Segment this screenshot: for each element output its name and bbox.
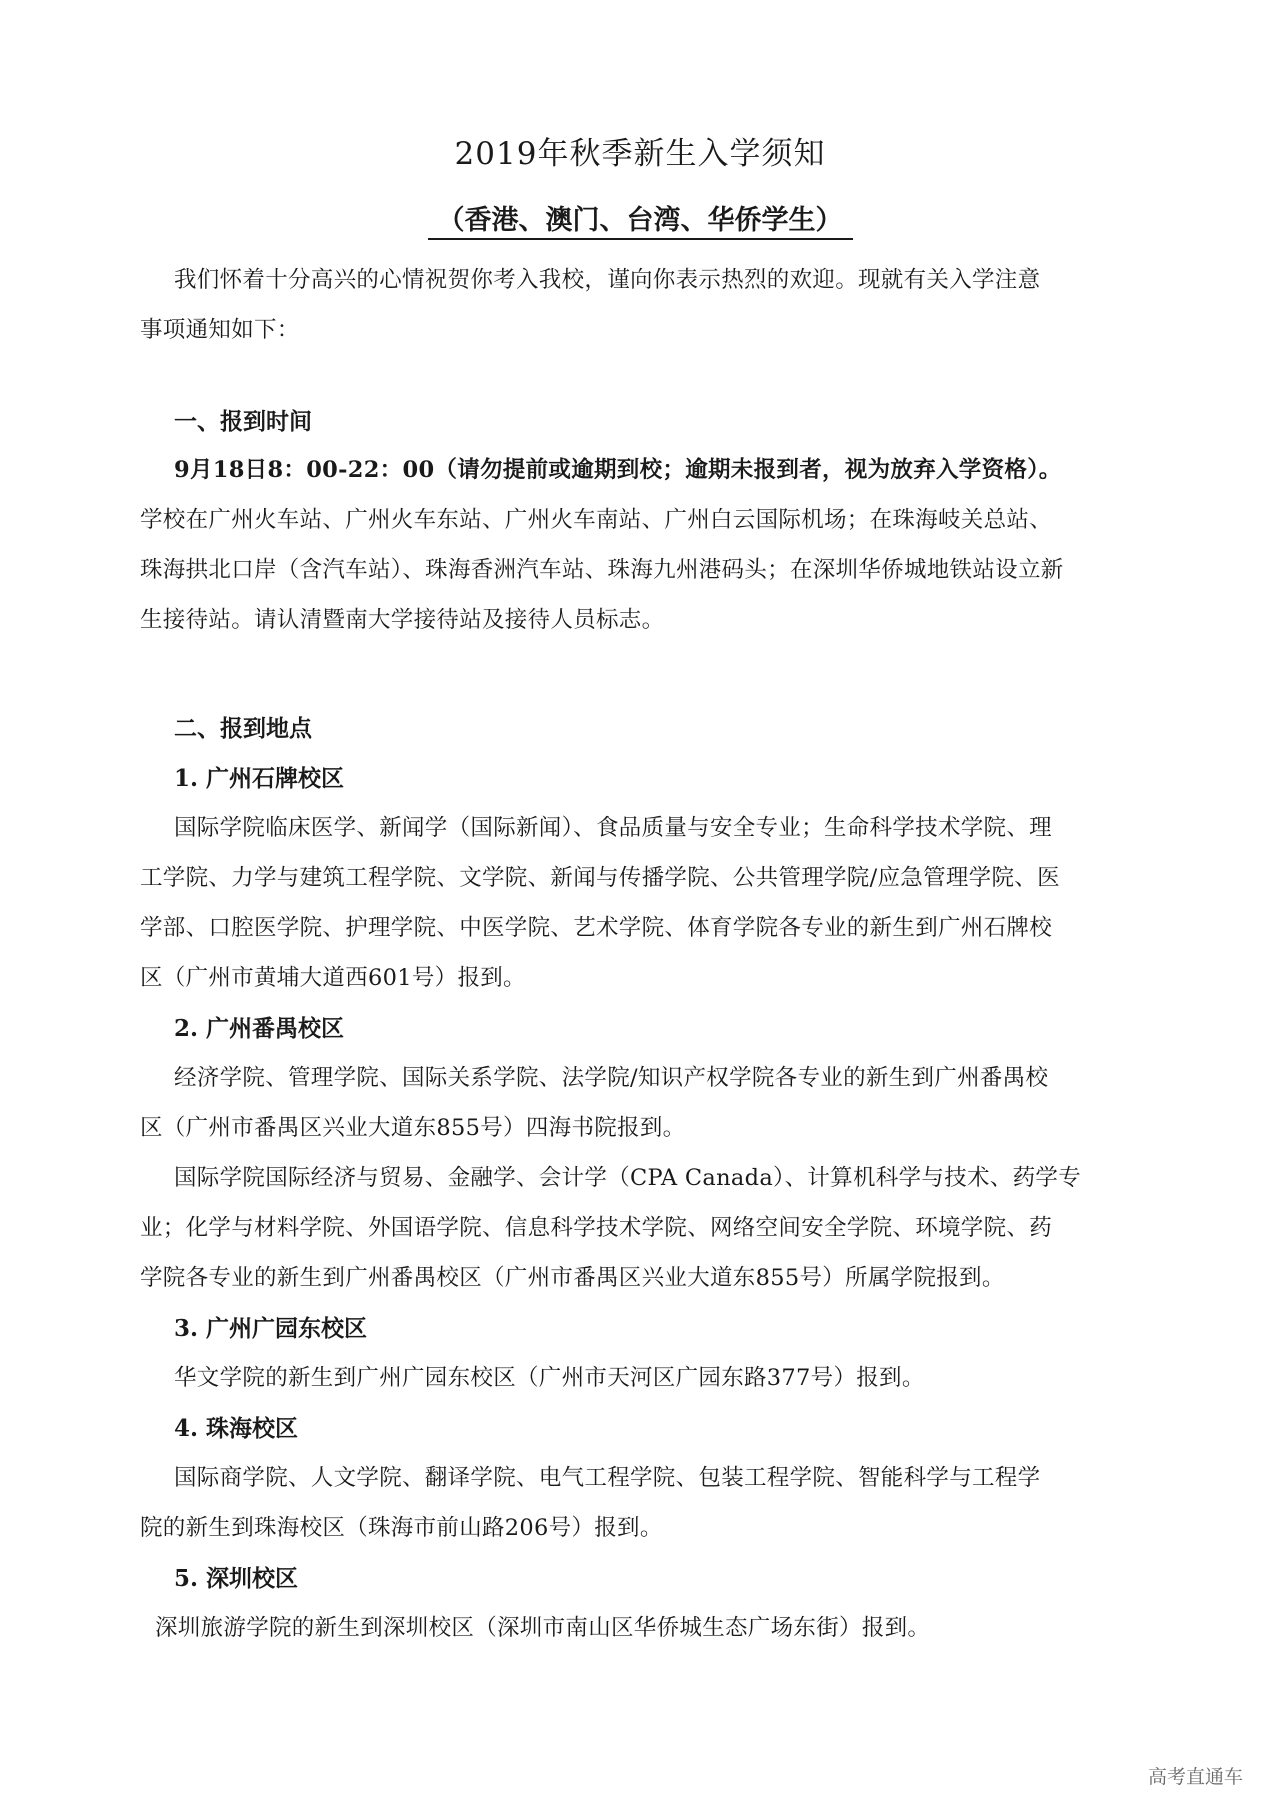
section1-line: 珠海拱北口岸（含汽车站）、珠海香洲汽车站、珠海九州港码头；在深圳华侨城地铁站设立新 xyxy=(140,557,1064,583)
section-heading-location: 二、报到地点 xyxy=(174,715,312,742)
subtitle-text: （香港、澳门、台湾、华侨学生） xyxy=(428,205,853,240)
watermark: 高考直通车 xyxy=(1148,1766,1244,1788)
campus-line: 国际学院临床医学、新闻学（国际新闻）、食品质量与安全专业；生命科学技术学院、理 xyxy=(174,815,1052,841)
campus-heading-panyu: 2. 广州番禺校区 xyxy=(174,1015,345,1042)
campus-heading-shipai: 1. 广州石牌校区 xyxy=(174,765,345,792)
campus-heading-shenzhen: 5. 深圳校区 xyxy=(174,1565,299,1592)
campus-line: 华文学院的新生到广州广园东校区（广州市天河区广园东路377号）报到。 xyxy=(174,1365,925,1391)
campus-line: 区（广州市番禺区兴业大道东855号）四海书院报到。 xyxy=(140,1115,686,1141)
campus-line: 院的新生到珠海校区（珠海市前山路206号）报到。 xyxy=(140,1515,663,1541)
intro-line: 我们怀着十分高兴的心情祝贺你考入我校，谨向你表示热烈的欢迎。现就有关入学注意 xyxy=(174,267,1041,293)
campus-line: 经济学院、管理学院、国际关系学院、法学院/知识产权学院各专业的新生到广州番禺校 xyxy=(174,1065,1049,1091)
document-title: 2019年秋季新生入学须知 xyxy=(454,136,826,172)
campus-line: 学院各专业的新生到广州番禺校区（广州市番禺区兴业大道东855号）所属学院报到。 xyxy=(140,1265,1005,1291)
campus-heading-zhuhai: 4. 珠海校区 xyxy=(174,1415,299,1442)
section1-line xyxy=(174,452,1062,484)
section1-line: 学校在广州火车站、广州火车东站、广州火车南站、广州白云国际机场；在珠海岐关总站、 xyxy=(140,507,1053,533)
campus-line: 国际商学院、人文学院、翻译学院、电气工程学院、包装工程学院、智能科学与工程学 xyxy=(174,1465,1041,1491)
report-time-text: 9月18日8：00-22：00（请勿提前或逾期到校；逾期未报到者，视为放弃入学资格）。 xyxy=(174,457,1062,483)
campus-line: 业；化学与材料学院、外国语学院、信息科学技术学院、网络空间安全学院、环境学院、药 xyxy=(140,1215,1053,1241)
campus-heading-guangyuandong: 3. 广州广园东校区 xyxy=(174,1315,368,1342)
intro-line: 事项通知如下： xyxy=(140,317,300,343)
section1-line: 生接待站。请认清暨南大学接待站及接待人员标志。 xyxy=(140,607,665,633)
document-subtitle xyxy=(0,198,1280,237)
campus-line: 区（广州市黄埔大道西601号）报到。 xyxy=(140,965,526,991)
section-heading-time: 一、报到时间 xyxy=(174,408,312,435)
campus-line: 工学院、力学与建筑工程学院、文学院、新闻与传播学院、公共管理学院/应急管理学院、医 xyxy=(140,865,1060,891)
campus-line: 国际学院国际经济与贸易、金融学、会计学（CPA Canada）、计算机科学与技术、药学专 xyxy=(174,1165,1081,1191)
campus-line: 深圳旅游学院的新生到深圳校区（深圳市南山区华侨城生态广场东街）报到。 xyxy=(155,1615,931,1641)
campus-line: 学部、口腔医学院、护理学院、中医学院、艺术学院、体育学院各专业的新生到广州石牌校 xyxy=(140,915,1053,941)
